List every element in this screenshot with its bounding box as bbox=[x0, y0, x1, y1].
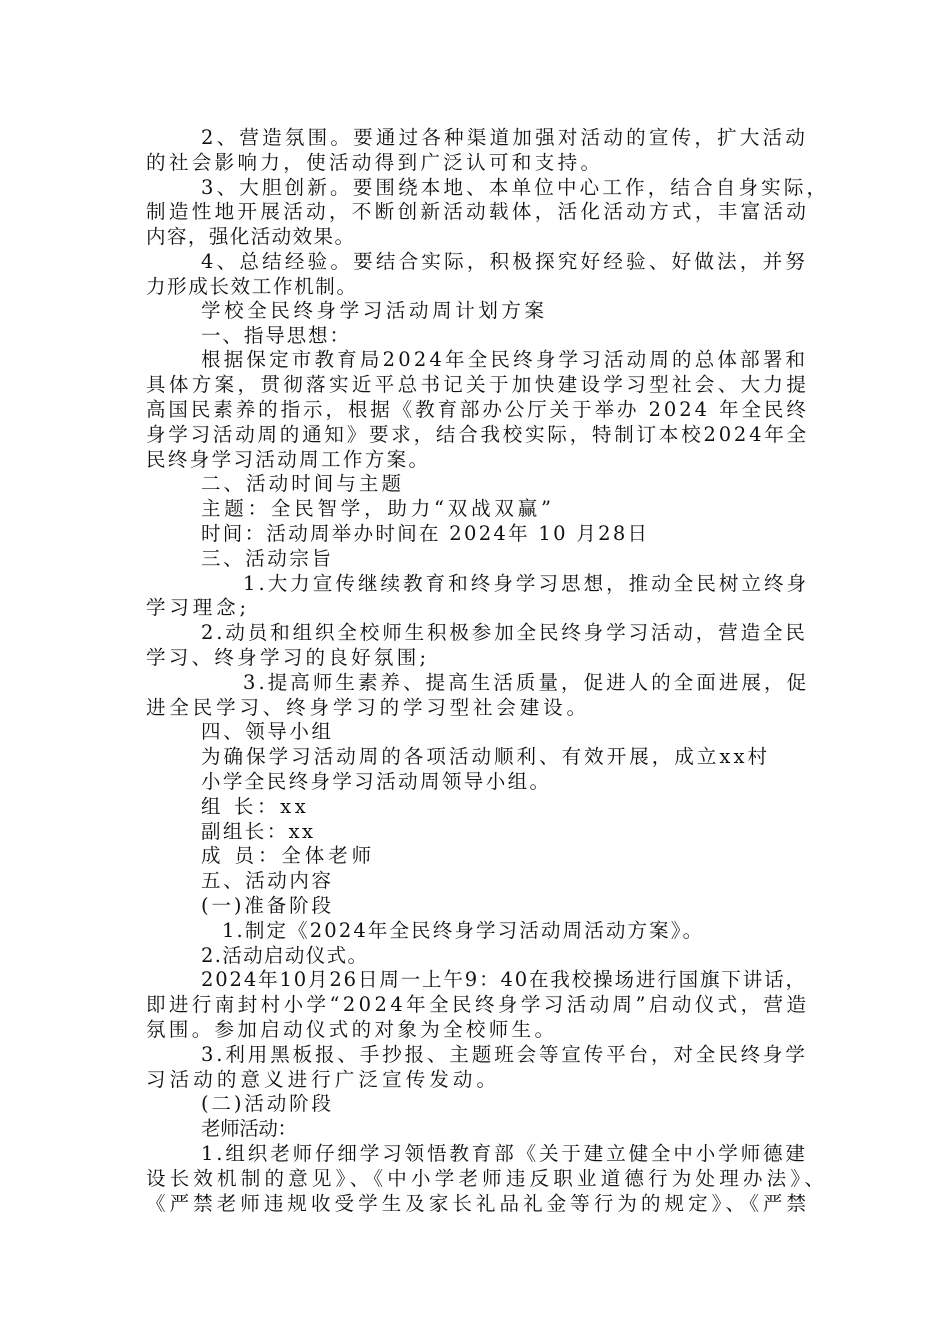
paragraph-line: 制造性地开展活动，不断创新活动载体，活化活动方式，丰富活动 bbox=[146, 200, 810, 223]
section-heading: 四、领导小组 bbox=[201, 720, 334, 743]
paragraph-line: 根据保定市教育局2024年全民终身学习活动周的总体部署和 bbox=[201, 348, 809, 371]
paragraph-line: 1.制定《2024年全民终身学习活动周活动方案》。 bbox=[222, 919, 705, 942]
paragraph-line: 2.动员和组织全校师生积极参加全民终身学习活动，营造全民 bbox=[201, 621, 808, 644]
paragraph-line: 2、营造氛围。要通过各种渠道加强对活动的宣传，扩大活动 bbox=[201, 126, 809, 149]
paragraph-line: 1.大力宣传继续教育和终身学习思想，推动全民树立终身 bbox=[243, 572, 810, 595]
paragraph-line: 内容，强化活动效果。 bbox=[146, 225, 356, 248]
paragraph-line: 的社会影响力，使活动得到广泛认可和支持。 bbox=[146, 151, 604, 174]
paragraph-line: 3.利用黑板报、手抄报、主题班会等宣传平台，对全民终身学 bbox=[201, 1043, 808, 1066]
paragraph-line: 高国民素养的指示，根据《教育部办公厅关于举办 2024 年全民终 bbox=[146, 398, 809, 421]
subsection-heading: (二)活动阶段 bbox=[201, 1092, 334, 1115]
deputy-leader-item: 副组长：xx bbox=[201, 820, 316, 843]
paragraph-line: 身学习活动周的通知》要求，结合我校实际，特制订本校2024年全 bbox=[146, 423, 809, 446]
paragraph-line: 为确保学习活动周的各项活动顺利、有效开展，成立xx村 bbox=[201, 745, 771, 768]
paragraph-line: 学习理念; bbox=[146, 596, 250, 619]
paragraph-line: 学习、终身学习的良好氛围; bbox=[146, 646, 430, 669]
paragraph-line: 民终身学习活动周工作方案。 bbox=[146, 448, 431, 471]
section-heading: 一、指导思想： bbox=[201, 324, 351, 347]
section-heading: 三、活动宗旨 bbox=[201, 547, 334, 570]
paragraph-line: 1.组织老师仔细学习领悟教育部《关于建立健全中小学师德建 bbox=[201, 1142, 808, 1165]
paragraph-line: 进全民学习、终身学习的学习型社会建设。 bbox=[146, 696, 590, 719]
paragraph-line: 时间：活动周举办时间在 2024年 10 月28日 bbox=[201, 522, 650, 545]
paragraph-line: 习活动的意义进行广泛宣传发动。 bbox=[146, 1068, 501, 1091]
paragraph-line: 设长效机制的意见》、《中小学老师违反职业道德行为处理办法》、 bbox=[146, 1167, 829, 1190]
paragraph-line: 3.提高师生素养、提高生活质量，促进人的全面进展，促 bbox=[243, 671, 810, 694]
members-item: 成 员：全体老师 bbox=[201, 844, 376, 867]
paragraph-line: 4、总结经验。要结合实际，积极探究好经验、好做法，并努 bbox=[201, 250, 809, 273]
paragraph-line: 氛围。参加启动仪式的对象为全校师生。 bbox=[146, 1018, 558, 1041]
paragraph-line: 2.活动启动仪式。 bbox=[201, 944, 369, 967]
subsection-heading: (一)准备阶段 bbox=[201, 894, 334, 917]
paragraph-line: 3、大胆创新。要围绕本地、本单位中心工作，结合自身实际， bbox=[201, 176, 830, 199]
paragraph-line: 老师活动： bbox=[201, 1117, 297, 1140]
paragraph-line: 具体方案，贯彻落实近平总书记关于加快建设学习型社会、大力提 bbox=[146, 373, 810, 396]
paragraph-line: 《严禁老师违规收受学生及家长礼品礼金等行为的规定》、《严禁 bbox=[146, 1192, 811, 1215]
section-title: 学校全民终身学习活动周计划方案 bbox=[201, 299, 548, 322]
paragraph-line: 2024年10月26日周一上午9：40在我校操场进行国旗下讲话， bbox=[201, 968, 807, 991]
section-heading: 二、活动时间与主题 bbox=[201, 472, 405, 495]
leader-item: 组 长：xx bbox=[201, 795, 310, 818]
paragraph-line: 小学全民终身学习活动周领导小组。 bbox=[201, 770, 552, 793]
paragraph-line: 即进行南封村小学“2024年全民终身学习活动周”启动仪式，营造 bbox=[146, 993, 810, 1016]
section-heading: 五、活动内容 bbox=[201, 869, 334, 892]
paragraph-line: 主题：全民智学，助力“双战双赢” bbox=[201, 497, 555, 520]
paragraph-line: 力形成长效工作机制。 bbox=[146, 275, 358, 298]
